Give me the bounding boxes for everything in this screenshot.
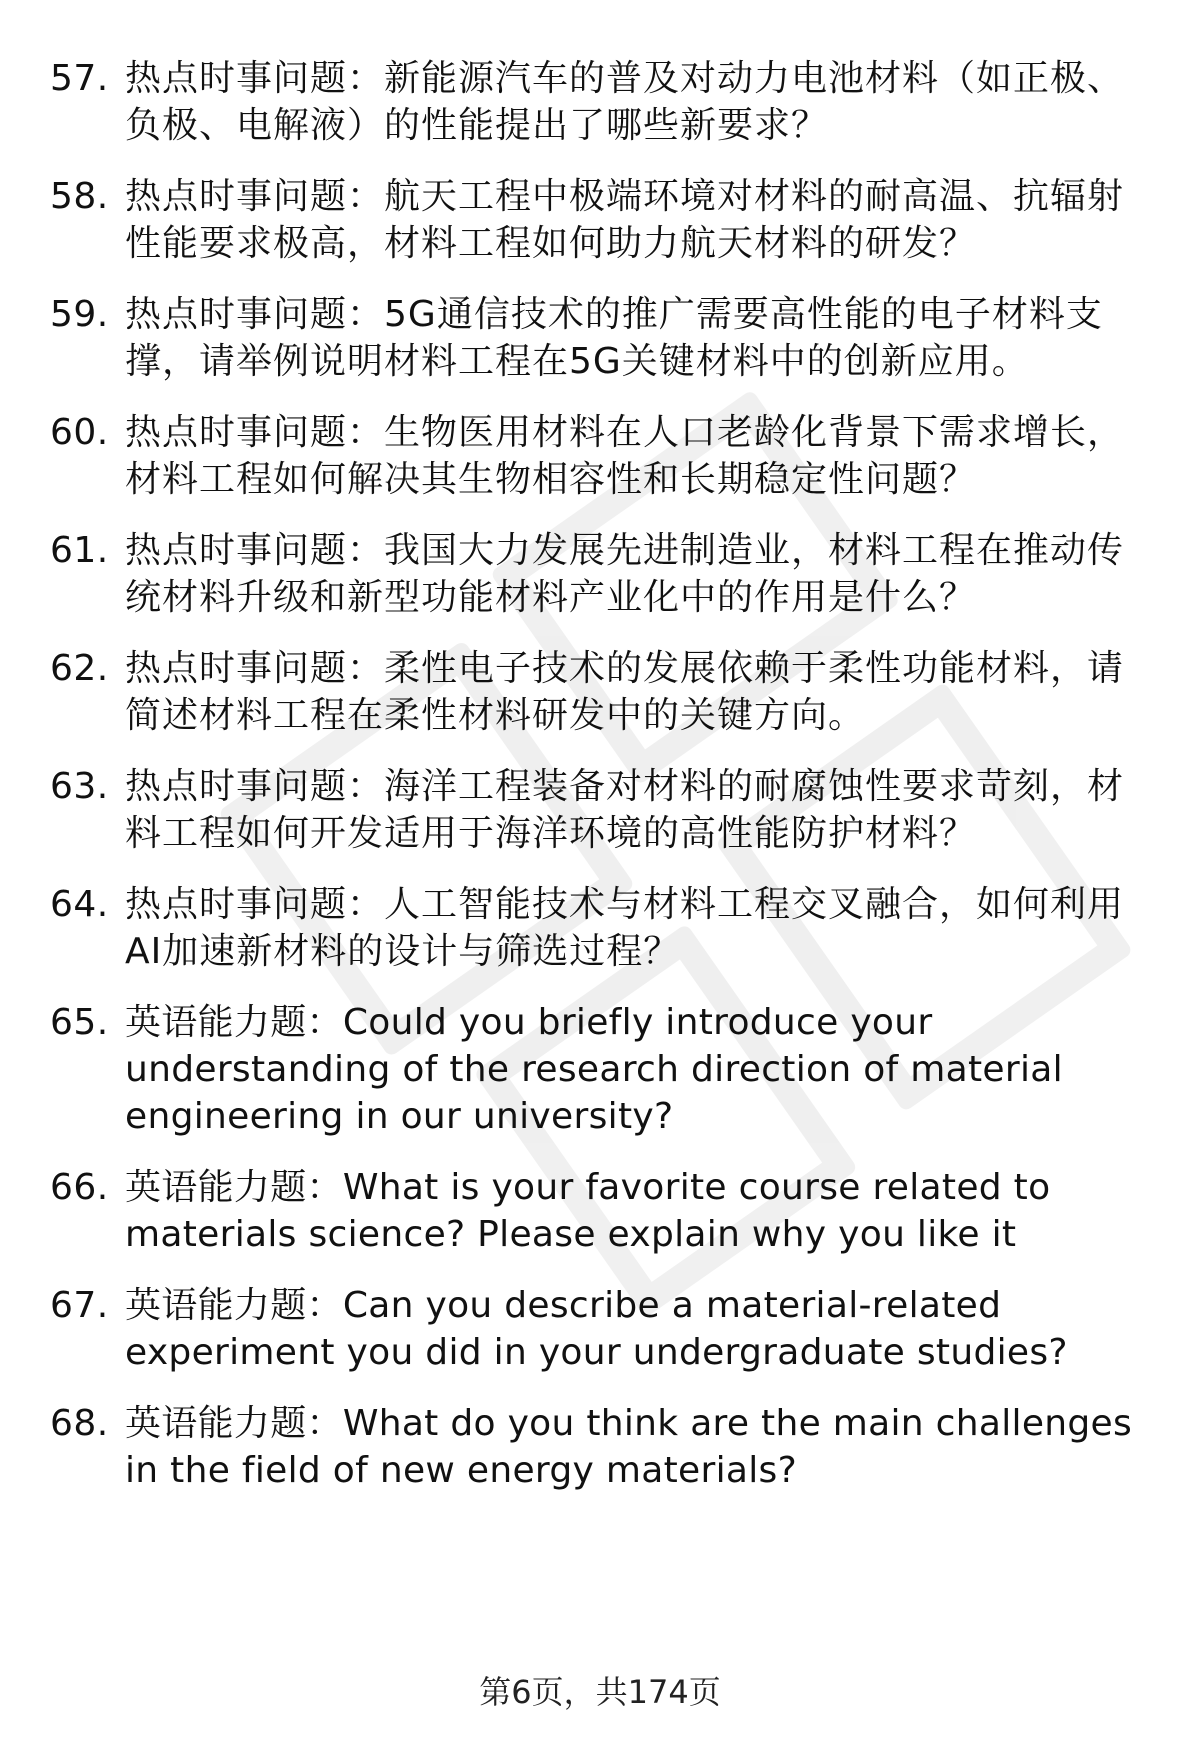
question-category: 英语能力题：	[125, 1285, 343, 1326]
question-category: 热点时事问题：	[125, 58, 385, 99]
question-number: 60.	[50, 412, 109, 453]
question-category: 热点时事问题：	[125, 884, 385, 925]
question-number: 58.	[50, 176, 109, 217]
question-text	[125, 881, 1135, 975]
question-item	[50, 409, 1135, 503]
question-number: 62.	[50, 648, 109, 689]
question-text	[125, 999, 1135, 1140]
question-number: 68.	[50, 1403, 109, 1444]
question-item	[50, 1400, 1135, 1494]
question-body: 人工智能技术与材料工程交叉融合，如何利用AI加速新材料的设计与筛选过程？	[125, 884, 1125, 972]
question-number: 64.	[50, 884, 109, 925]
question-category: 热点时事问题：	[125, 176, 385, 217]
question-text	[125, 173, 1135, 267]
question-category: 英语能力题：	[125, 1167, 343, 1208]
question-body: 海洋工程装备对材料的耐腐蚀性要求苛刻，材料工程如何开发适用于海洋环境的高性能防护材料？	[125, 766, 1125, 854]
question-text	[125, 1164, 1135, 1258]
question-item	[50, 1282, 1135, 1376]
question-number: 63.	[50, 766, 109, 807]
question-item	[50, 881, 1135, 975]
question-number: 59.	[50, 294, 109, 335]
question-text	[125, 645, 1135, 739]
question-item	[50, 527, 1135, 621]
question-category: 热点时事问题：	[125, 412, 385, 453]
question-number: 65.	[50, 1002, 109, 1043]
question-body: 航天工程中极端环境对材料的耐高温、抗辐射性能要求极高，材料工程如何助力航天材料的研发？	[125, 176, 1125, 264]
question-body: 柔性电子技术的发展依赖于柔性功能材料，请简述材料工程在柔性材料研发中的关键方向。	[125, 648, 1125, 736]
question-category: 英语能力题：	[125, 1002, 343, 1043]
question-category: 热点时事问题：	[125, 766, 385, 807]
question-category: 热点时事问题：	[125, 648, 385, 689]
question-number: 66.	[50, 1167, 109, 1208]
question-number: 67.	[50, 1285, 109, 1326]
question-text	[125, 1400, 1135, 1494]
question-text	[125, 55, 1135, 149]
question-body: Can you describe a material-related experiment you did in your undergraduate studies?	[125, 1285, 1068, 1373]
question-text	[125, 1282, 1135, 1376]
question-category: 英语能力题：	[125, 1403, 343, 1444]
question-body: Could you briefly introduce your understanding of the research direction of material engineering in our university?	[125, 1002, 1063, 1137]
question-item	[50, 291, 1135, 385]
question-category: 热点时事问题：	[125, 294, 385, 335]
question-body: 5G通信技术的推广需要高性能的电子材料支撑，请举例说明材料工程在5G关键材料中的创新应用。	[125, 294, 1103, 382]
question-list	[50, 55, 1135, 1494]
question-item	[50, 55, 1135, 149]
question-body: 生物医用材料在人口老龄化背景下需求增长，材料工程如何解决其生物相容性和长期稳定性问题？	[125, 412, 1125, 500]
question-number: 61.	[50, 530, 109, 571]
question-text	[125, 409, 1135, 503]
question-body: What do you think are the main challenges in the field of new energy materials?	[125, 1403, 1133, 1491]
question-item	[50, 763, 1135, 857]
question-item	[50, 173, 1135, 267]
question-body: 新能源汽车的普及对动力电池材料（如正极、负极、电解液）的性能提出了哪些新要求？	[125, 58, 1125, 146]
question-text	[125, 527, 1135, 621]
question-text	[125, 763, 1135, 857]
question-body: 我国大力发展先进制造业，材料工程在推动传统材料升级和新型功能材料产业化中的作用是什么？	[125, 530, 1125, 618]
question-number: 57.	[50, 58, 109, 99]
question-item	[50, 645, 1135, 739]
question-body: What is your favorite course related to materials science? Please explain why you like it	[125, 1167, 1051, 1255]
page-number-label: 第6页，共174页	[479, 1673, 721, 1711]
question-category: 热点时事问题：	[125, 530, 385, 571]
question-item	[50, 999, 1135, 1140]
question-text	[125, 291, 1135, 385]
question-item	[50, 1164, 1135, 1258]
page-footer	[0, 1672, 1200, 1712]
